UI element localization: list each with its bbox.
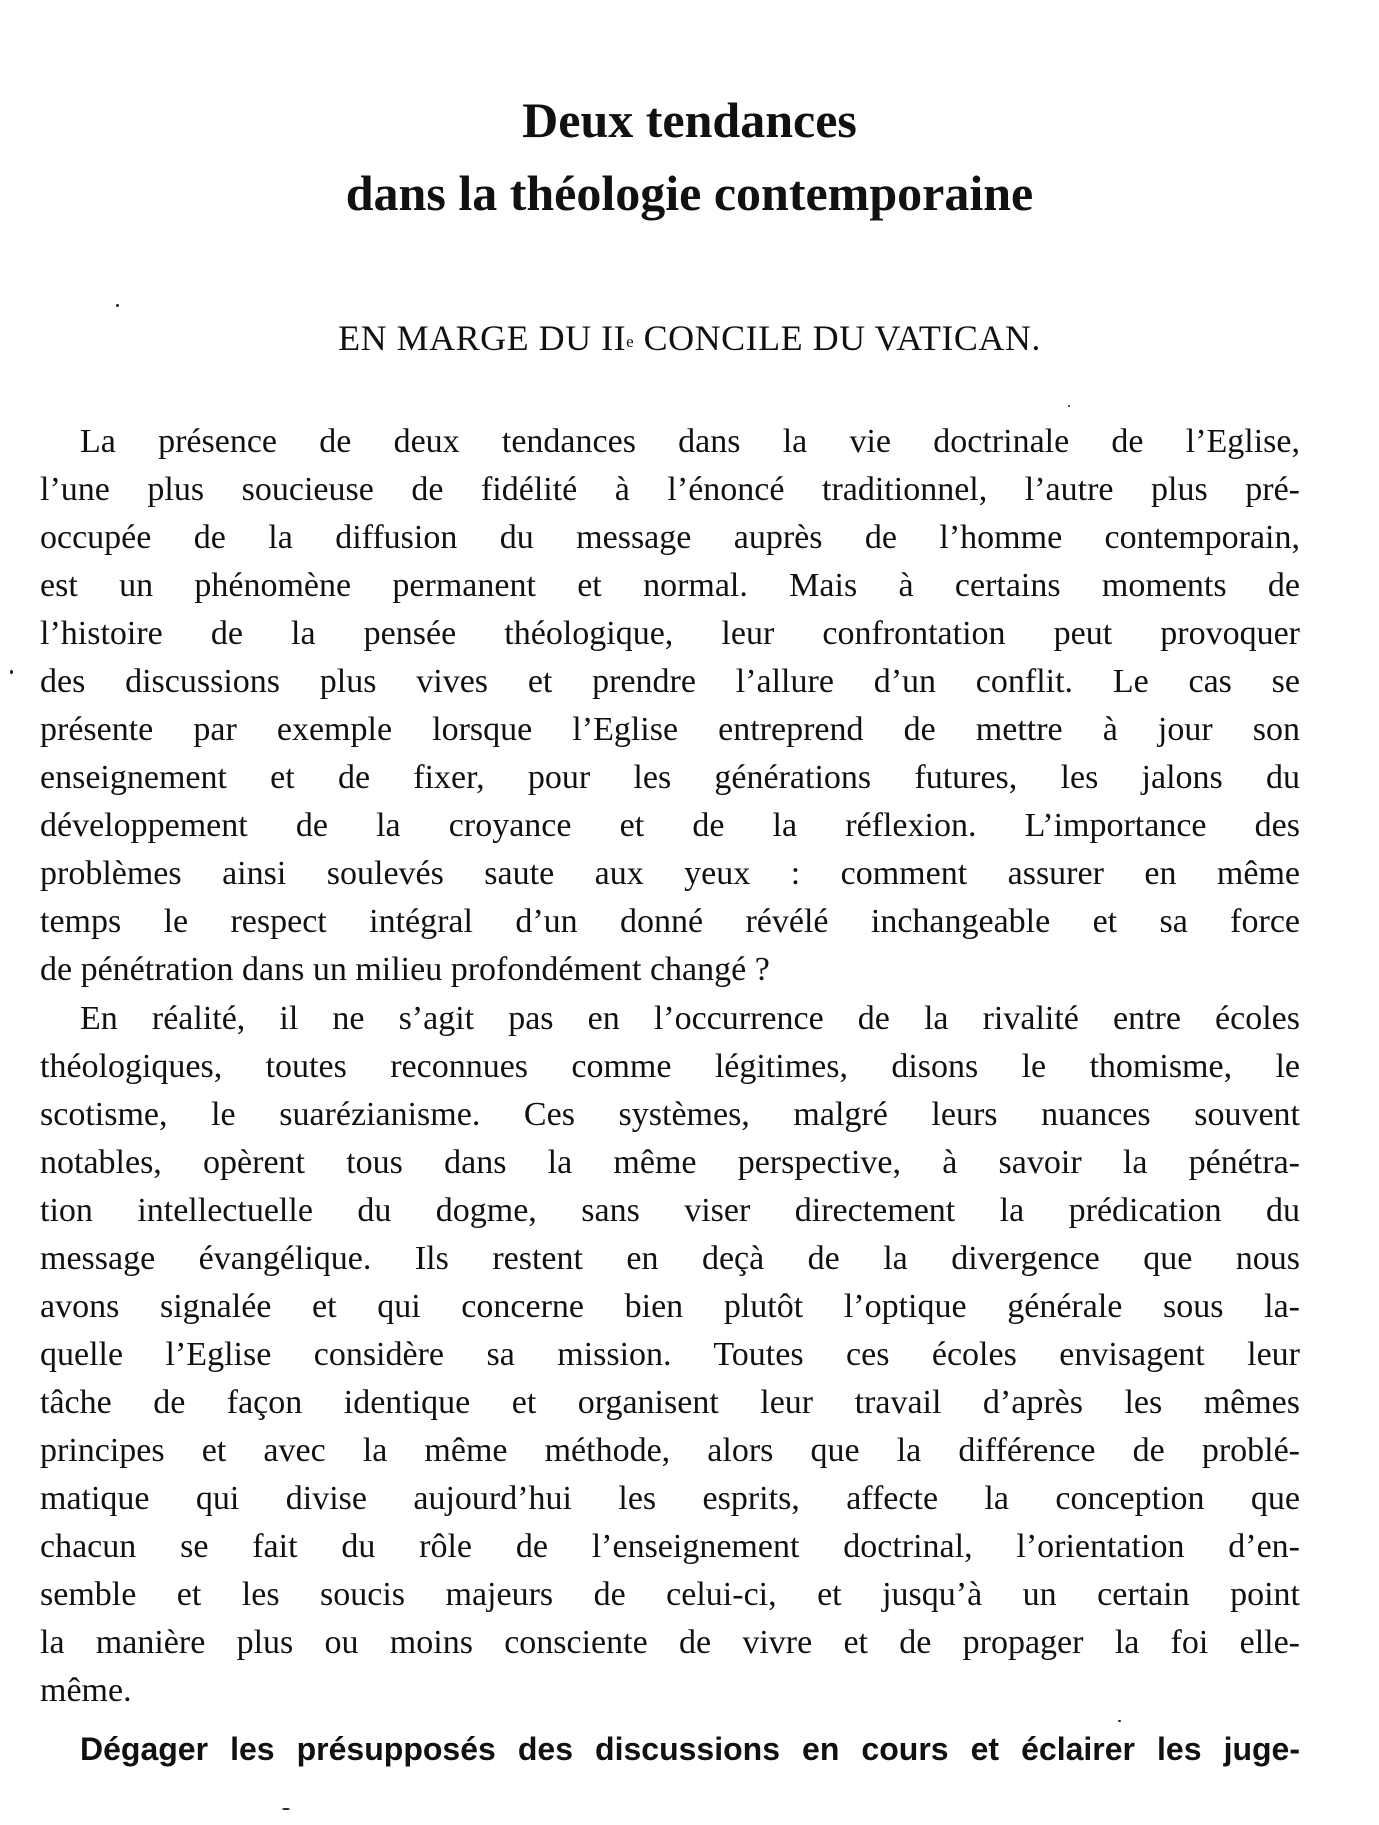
paragraph-line: quelle l’Eglise considère sa mission. Toutes ces écoles envisagent leur	[40, 1336, 1300, 1373]
paragraph-line: message évangélique. Ils restent en deçà de la divergence que nous	[40, 1240, 1300, 1277]
paragraph-2	[40, 995, 1300, 1715]
section-subtitle	[0, 316, 1379, 360]
paragraph-line: chacun se fait du rôle de l’enseignement doctrinal, l’orientation d’en-	[40, 1528, 1300, 1565]
paragraph-line: problèmes ainsi soulevés saute aux yeux : comment assurer en même	[40, 855, 1300, 892]
subtitle-before: EN MARGE DU II	[338, 318, 627, 358]
paragraph-line: l’une plus soucieuse de fidélité à l’énoncé traditionnel, l’autre plus pré-	[40, 471, 1300, 508]
subtitle-after: CONCILE DU VATICAN.	[634, 318, 1041, 358]
paragraph-line: théologiques, toutes reconnues comme légitimes, disons le thomisme, le	[40, 1048, 1300, 1085]
paragraph-line: enseignement et de fixer, pour les générations futures, les jalons du	[40, 759, 1300, 796]
paragraph-line: En réalité, il ne s’agit pas en l’occurrence de la rivalité entre écoles	[80, 1000, 1300, 1037]
scan-speck	[10, 670, 13, 674]
title-line-2: dans la théologie contemporaine	[345, 165, 1034, 221]
scan-speck	[1118, 1720, 1121, 1722]
paragraph-3	[40, 1725, 1300, 1773]
paragraph-line: présente par exemple lorsque l’Eglise entreprend de mettre à jour son	[40, 711, 1300, 748]
scan-speck	[1068, 405, 1070, 407]
paragraph-line: notables, opèrent tous dans la même perspective, à savoir la pénétra-	[40, 1144, 1300, 1181]
paragraph-line: la manière plus ou moins consciente de vivre et de propager la foi elle-	[40, 1624, 1300, 1661]
subtitle-superscript: e	[626, 332, 635, 351]
paragraph-line: matique qui divise aujourd’hui les esprits, affecte la conception que	[40, 1480, 1300, 1517]
paragraph-line: temps le respect intégral d’un donné révélé inchangeable et sa force	[40, 903, 1300, 940]
paragraph-line: occupée de la diffusion du message auprès de l’homme contemporain,	[40, 519, 1300, 556]
paragraph-line: développement de la croyance et de la réflexion. L’importance des	[40, 807, 1300, 844]
paragraph-1	[40, 418, 1300, 994]
paragraph-line: de pénétration dans un milieu profondément changé ?	[40, 951, 770, 988]
paragraph-line: semble et les soucis majeurs de celui-ci, et jusqu’à un certain point	[40, 1576, 1300, 1613]
paragraph-line: des discussions plus vives et prendre l’allure d’un conflit. Le cas se	[40, 663, 1300, 700]
paragraph-line: La présence de deux tendances dans la vie doctrinale de l’Eglise,	[80, 423, 1300, 460]
title-line-1: Deux tendances	[522, 92, 857, 148]
paragraph-line: l’histoire de la pensée théologique, leur confrontation peut provoquer	[40, 615, 1300, 652]
scan-speck	[116, 304, 119, 307]
paragraph-line: avons signalée et qui concerne bien plutôt l’optique générale sous la-	[40, 1288, 1300, 1325]
paragraph-line: tâche de façon identique et organisent leur travail d’après les mêmes	[40, 1384, 1300, 1421]
paragraph-line: scotisme, le suarézianisme. Ces systèmes, malgré leurs nuances souvent	[40, 1096, 1300, 1133]
paragraph-line: Dégager les présupposés des discussions en cours et éclairer les juge-	[80, 1731, 1300, 1767]
scan-speck	[282, 1808, 290, 1810]
paragraph-line: tion intellectuelle du dogme, sans viser directement la prédication du	[40, 1192, 1300, 1229]
paragraph-line: même.	[40, 1672, 132, 1709]
paragraph-line: principes et avec la même méthode, alors que la différence de problé-	[40, 1432, 1300, 1469]
paragraph-line: est un phénomène permanent et normal. Mais à certains moments de	[40, 567, 1300, 604]
